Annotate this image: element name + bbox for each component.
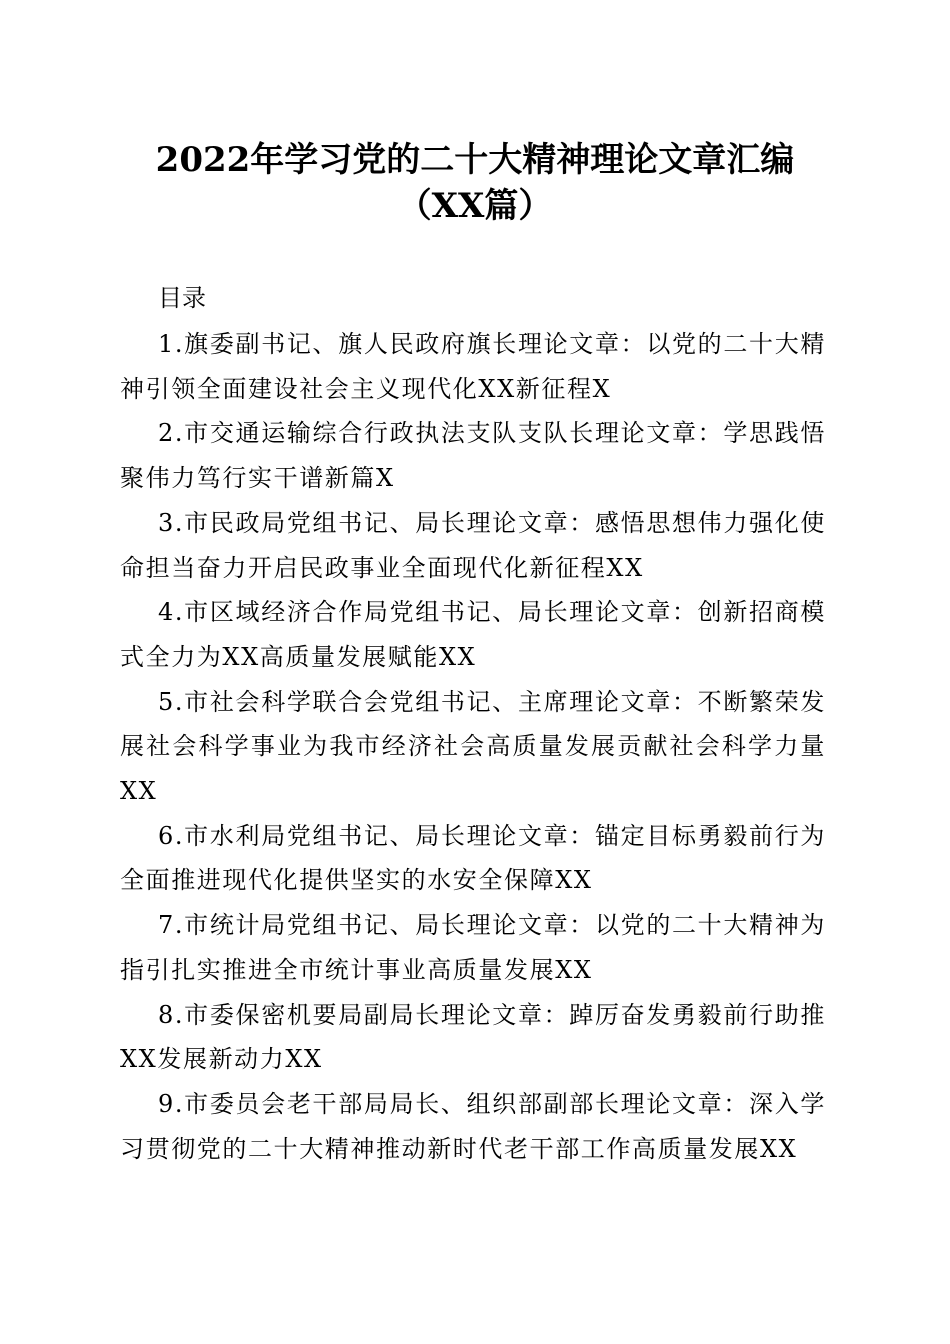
toc-item-5: 5.市社会科学联合会党组书记、主席理论文章：不断繁荣发展社会科学事业为我市经济社会高质量发展贡献社会科学力量XX	[120, 687, 826, 806]
toc-item-9: 9.市委员会老干部局局长、组织部副部长理论文章：深入学习贯彻党的二十大精神推动新时代老干部工作高质量发展XX	[120, 1089, 826, 1163]
toc-item-7: 7.市统计局党组书记、局长理论文章：以党的二十大精神为指引扎实推进全市统计事业高质量发展XX	[120, 911, 826, 984]
document-title: 2022年学习党的二十大精神理论文章汇编	[155, 140, 795, 180]
document-subtitle: （XX篇）	[397, 186, 553, 226]
toc-item-6: 6.市水利局党组书记、局长理论文章：锚定目标勇毅前行为全面推进现代化提供坚实的水安全保障XX	[120, 821, 826, 895]
toc-item-2: 2.市交通运输综合行政执法支队支队长理论文章：学思践悟聚伟力笃行实干谱新篇X	[120, 419, 826, 493]
toc-item-3: 3.市民政局党组书记、局长理论文章：感悟思想伟力强化使命担当奋力开启民政事业全面现代化新征程XX	[120, 508, 826, 582]
toc-list	[120, 322, 826, 1171]
toc-item-4: 4.市区域经济合作局党组书记、局长理论文章：创新招商模式全力为XX高质量发展赋能XX	[120, 598, 826, 671]
toc-item-8: 8.市委保密机要局副局长理论文章：踔厉奋发勇毅前行助推XX发展新动力XX	[120, 1000, 826, 1074]
toc-heading: 目录	[158, 284, 206, 312]
toc-item-1: 1.旗委副书记、旗人民政府旗长理论文章：以党的二十大精神引领全面建设社会主义现代化XX新征程X	[120, 330, 826, 403]
